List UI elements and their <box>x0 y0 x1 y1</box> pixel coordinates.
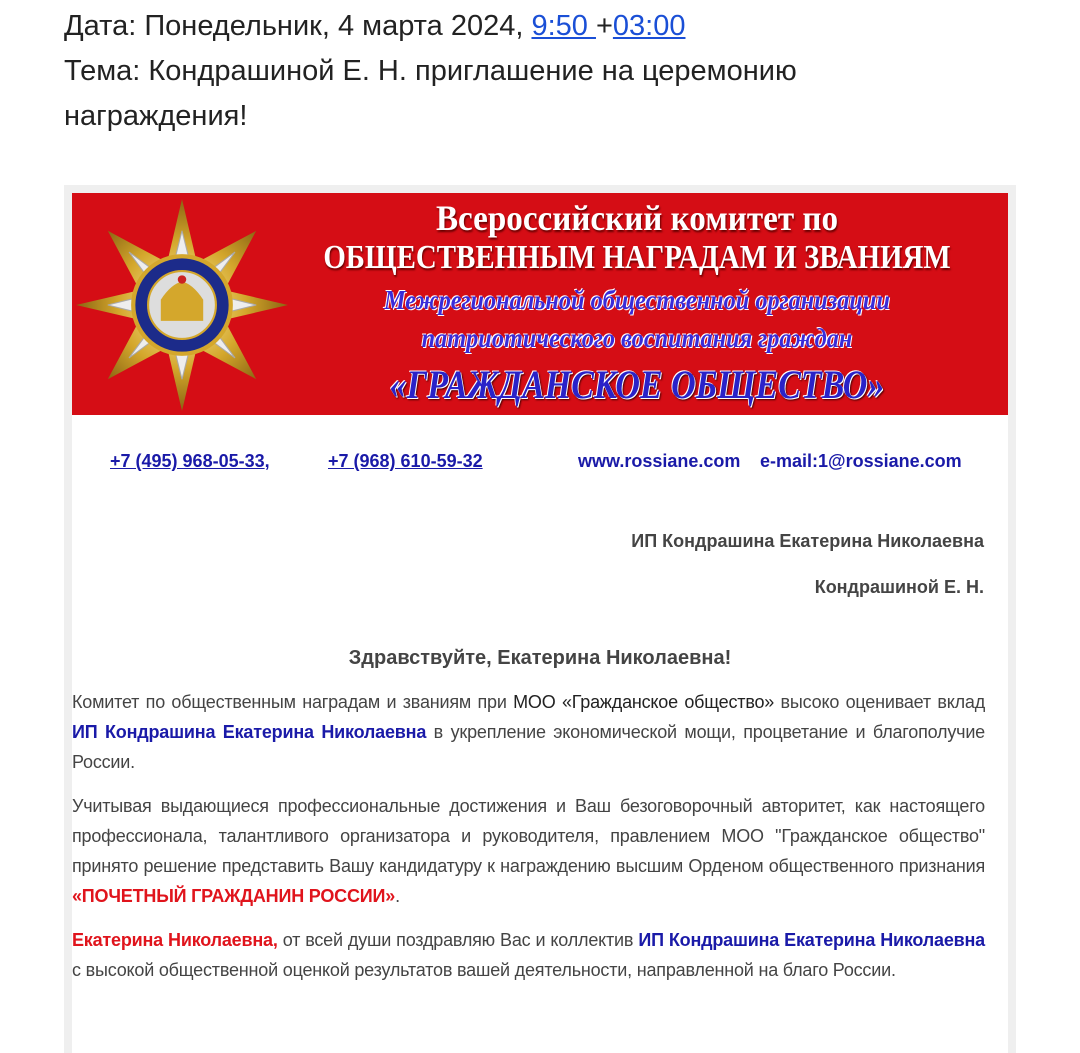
banner <box>72 193 1008 415</box>
email-header <box>64 4 1024 139</box>
phone1-link[interactable]: +7 (495) 968-05-33 <box>110 451 265 471</box>
banner-subtitle-line2: патриотического воспитания граждан <box>421 323 853 353</box>
timezone-link[interactable]: 03:00 <box>612 10 686 42</box>
banner-title-line1: Всероссийский комитет по <box>435 198 839 238</box>
recipient-line2: Кондрашиной Е. Н. <box>814 577 984 597</box>
paragraph-2: Учитывая выдающиеся профессиональные достижения и Ваш безоговорочный авторитет, как настоящего профессионала, талантливого организатора и руководителя, правлением МОО "Гражданское общество" принято решение представить Вашу кандидатуру к награждению высшим Орденом общественного признания «ПОЧЕТНЫЙ ГРАЖДАНИН РОССИИ». <box>72 796 985 906</box>
paragraph-3: Екатерина Николаевна, от всей души поздравляю Вас и коллектив ИП Кондрашина Екатерина Николаевна с высокой общественной оценкой результатов вашей деятельности, направленной на благо России. <box>72 930 985 980</box>
recipient-line1: ИП Кондрашина Екатерина Николаевна <box>631 531 984 551</box>
subject-line: Тема: Кондрашиной Е. Н. приглашение на церемонию награждения! <box>64 55 797 132</box>
banner-title-line2: ОБЩЕСТВЕННЫМ НАГРАДАМ И ЗВАНИЯМ <box>323 239 951 276</box>
email-link[interactable]: e-mail:1@rossiane.com <box>760 451 962 471</box>
order-star-emblem <box>76 199 288 411</box>
date-line: Дата: Понедельник, 4 марта 2024, 9:50 +03:00 <box>64 10 686 42</box>
email-body <box>64 185 1016 1053</box>
paragraph-1: Комитет по общественным наградам и званиям при МОО «Гражданское общество» высоко оценивает вклад ИП Кондрашина Екатерина Николаевна в укрепление экономической мощи, процветание и благополучие России. <box>72 692 986 772</box>
website-link[interactable]: www.rossiane.com <box>578 451 741 471</box>
time-link[interactable]: 9:50 <box>531 10 596 42</box>
phone2-link[interactable]: +7 (968) 610-59-32 <box>328 451 483 471</box>
banner-org-name: «ГРАЖДАНСКОЕ ОБЩЕСТВО» <box>389 362 885 407</box>
banner-subtitle-line1: Межрегиональной общественной организации <box>384 285 890 315</box>
contacts-row: +7 (495) 968-05-33, +7 (968) 610-59-32 www.rossiane.com e-mail:1@rossiane.com <box>110 451 962 471</box>
greeting: Здравствуйте, Екатерина Николаевна! <box>348 647 732 669</box>
